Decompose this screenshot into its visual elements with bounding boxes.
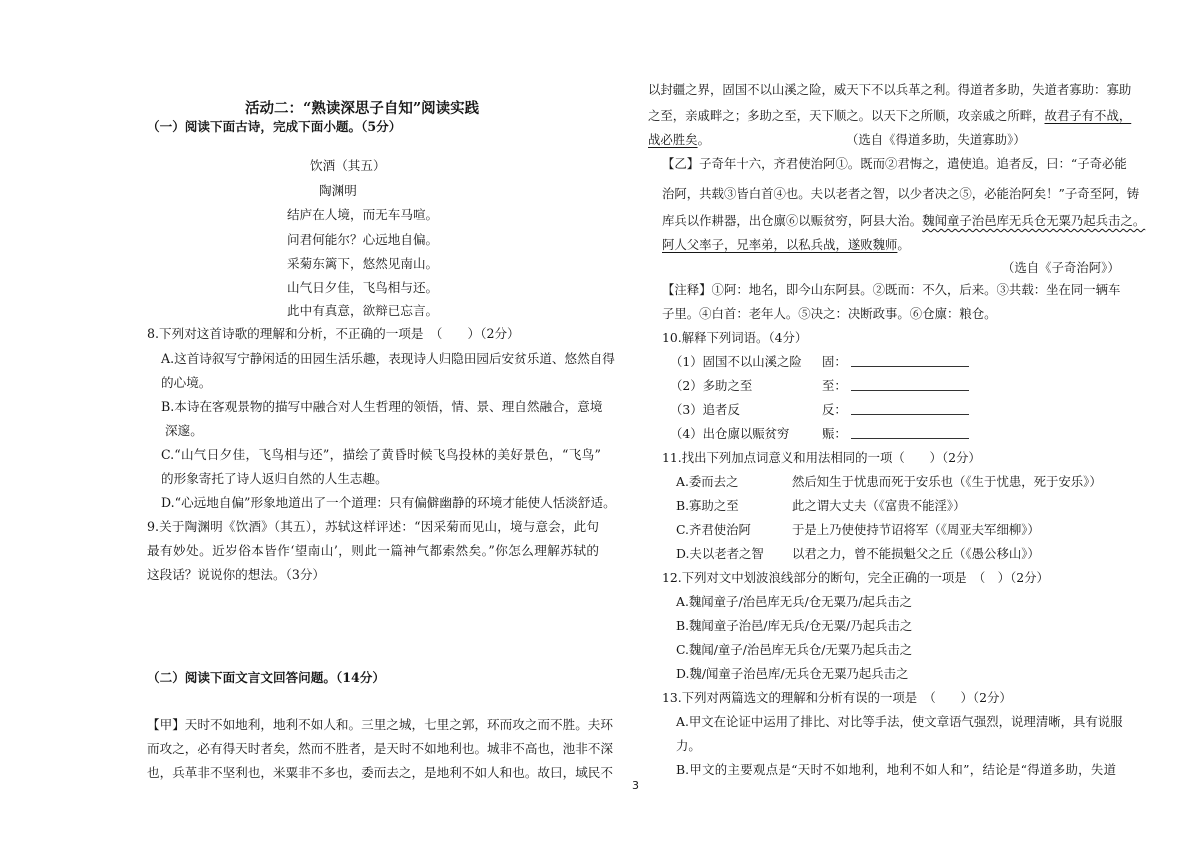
right-line-text: 固： [822, 354, 847, 369]
left-line [287, 253, 438, 272]
left-line-text: D.“心远地自偏”形象地道出了一个道理：只有偏僻幽静的环境才能使人恬淡舒适。 [161, 495, 616, 510]
left-line [147, 323, 520, 342]
right-line-text: B.寡助之至 [676, 498, 739, 513]
left-line-text: 问君何能尔？心远地自偏。 [287, 232, 439, 247]
right-line [662, 304, 997, 322]
left-line [287, 277, 438, 296]
left-line [161, 492, 616, 511]
right-line-text: 库兵以作耕器，出仓廪⑥以赈贫穷，阿县大治。 [662, 213, 923, 228]
right-line [662, 235, 910, 253]
left-line-text: 而攻之，必有得天时者矣，然而不胜者，是天时不如地利也。城非不高也，池非不深 [147, 741, 613, 756]
right-line-text: D.夫以老者之智 [676, 546, 764, 561]
right-line [676, 712, 1123, 730]
right-line [662, 211, 1146, 229]
left-line [287, 204, 438, 223]
right-line [1002, 258, 1120, 276]
right-line-text: （选自《子奇治阿》） [1002, 260, 1120, 275]
left-line [161, 396, 601, 415]
right-line-text: 12.下列对文中划波浪线部分的断句，完全正确的一项是 （ ）（2分） [662, 570, 1049, 585]
right-line-text: A.甲文在论证中运用了排比、对比等手法，使文章语气强烈，说理清晰，具有说服 [676, 714, 1123, 729]
left-line [147, 667, 385, 686]
right-line-text: 10.解释下列词语。（4分） [662, 330, 808, 345]
left-line [147, 540, 599, 559]
answer-blank[interactable] [851, 378, 969, 391]
left-line [147, 116, 401, 135]
right-line [676, 736, 701, 754]
left-line-text: 深邃。 [165, 423, 203, 438]
right-line [648, 106, 1132, 124]
right-line [648, 130, 710, 148]
right-line-text: 以封疆之界，固国不以山溪之险，威天下不以兵革之利。得道者多助，失道者寡助：寡助 [648, 82, 1132, 97]
right-line-text: 反： [822, 402, 847, 417]
left-line-text: A.这首诗叙写宁静闲适的田园生活乐趣，表现诗人归隐田园后安贫乐道、悠然自得 [161, 351, 615, 366]
right-line [676, 592, 912, 610]
right-line-text: 11.找出下列加点词意义和用法相同的一项（ ）（2分） [662, 450, 981, 465]
left-line-text: 饮酒（其五） [310, 158, 386, 173]
right-line-text: 13.下列对两篇选文的理解和分析有误的一项是 （ ）（2分） [662, 690, 1012, 705]
right-line [792, 544, 1040, 562]
right-line [676, 664, 908, 682]
left-line-text: 【甲】天时不如地利，地利不如人和。三里之城，七里之郭，环而攻之而不胜。夫环 [147, 717, 613, 732]
right-line [676, 520, 751, 538]
left-line [147, 738, 613, 757]
right-line-text: （2）多助之至 [670, 378, 753, 393]
left-line-text: 9.关于陶渊明《饮酒》（其五），苏轼这样评述：“因采菊而见山，境与意会，此句 [147, 519, 599, 534]
left-line [287, 300, 438, 319]
right-line-text: （1）固国不以山溪之险 [670, 354, 802, 369]
right-line [792, 496, 965, 514]
right-line [662, 154, 1127, 172]
right-line [676, 496, 739, 514]
right-line-text: （选自《得道多助，失道寡助》） [846, 132, 1026, 147]
left-line [319, 180, 357, 199]
right-line-text: 【乙】子奇年十六，齐君使治阿①。既而②君悔之，遣使追。追者反，曰：“子奇必能 [662, 156, 1127, 171]
answer-blank[interactable] [851, 402, 969, 415]
left-line [287, 229, 438, 248]
left-line-text: 这段话？说说你的想法。（3分） [147, 567, 326, 582]
left-line [147, 516, 599, 535]
right-line-text: A.魏闻童子/治邑库无兵/仓无粟乃/起兵击之 [676, 594, 913, 609]
left-line-text: B.本诗在客观景物的描写中融合对人生哲理的领悟，情、景、理自然融合，意境 [161, 399, 603, 414]
right-line-text: 子里。④白首：老年人。⑤决之：决断政事。⑥仓廪：粮仓。 [662, 306, 997, 321]
right-line [676, 760, 1116, 778]
right-line [662, 184, 1140, 202]
right-line [648, 80, 1132, 98]
left-line-text: 结庐在人境，而无车马喧。 [287, 207, 439, 222]
right-line-tail: 。 [897, 237, 910, 252]
left-line-text: C.“山气日夕佳，飞鸟相与还”，描绘了黄昏时候飞鸟投林的美好景色，“飞鸟” [161, 447, 601, 462]
right-line-text: B.魏闻童子治邑/库无兵/仓无粟/乃起兵击之 [676, 618, 913, 633]
left-line-text: 8.下列对这首诗歌的理解和分析，不正确的一项是 （ ）（2分） [147, 326, 520, 341]
right-line-text: 之至，亲戚畔之；多助之至，天下顺之。以天下之所顺，攻亲戚之所畔， [648, 108, 1045, 123]
right-line-text: 以君之力，曾不能损魁父之丘（《愚公移山》） [792, 546, 1040, 561]
left-line-text: 此中有真意，欲辩已忘言。 [287, 303, 439, 318]
left-line-text: 陶渊明 [319, 183, 357, 198]
right-line-text: A.委而去之 [676, 474, 739, 489]
page-title: 活动二：“熟读深思子自知”阅读实践 [245, 100, 480, 117]
right-line [662, 688, 1012, 706]
right-line [822, 424, 969, 442]
right-line-text: 然后知生于忧患而死于安乐也（《生于忧患，死于安乐》） [792, 474, 1102, 489]
right-line [822, 352, 969, 370]
left-line [161, 348, 615, 367]
right-line-text: 力。 [676, 738, 701, 753]
right-line-text: D.魏/闻童子治邑库/无兵仓无粟乃起兵击之 [676, 666, 909, 681]
right-line [662, 448, 981, 466]
right-line [670, 400, 740, 418]
underlined-text: 战必胜矣 [648, 132, 698, 147]
left-line-text: （一）阅读下面古诗，完成下面小题。（5分） [147, 119, 402, 134]
right-line [822, 376, 969, 394]
right-line [846, 130, 1026, 148]
right-line-text: C.魏闻/童子/治邑库无兵仓/无粟乃起兵击之 [676, 642, 913, 657]
right-line-text: （4）出仓廪以赈贫穷 [670, 426, 790, 441]
right-line [662, 568, 1049, 586]
right-line [676, 640, 912, 658]
right-line [662, 328, 807, 346]
right-line-text: 治阿，共载③皆白首④也。夫以老者之智，以少者决之⑤，必能治阿矣！”子奇至阿，铸 [662, 186, 1140, 201]
left-line-text: 也，兵革非不坚利也，米粟非不多也，委而去之，是地利不如人和也。故曰，域民不 [147, 765, 613, 780]
page-number: 3 [632, 779, 639, 792]
right-line-text: 至： [822, 378, 847, 393]
answer-blank[interactable] [851, 354, 969, 367]
right-line-text: 赈： [822, 426, 847, 441]
right-line-text: 于是上乃使使持节诏将军（《周亚夫军细柳》） [792, 522, 1040, 537]
wavy-underlined-text: 魏闻童子治邑库无兵仓无粟乃起兵击之。 [922, 213, 1146, 228]
right-line [676, 472, 738, 490]
left-line-text: （二）阅读下面文言文回答问题。（14分） [147, 670, 385, 685]
left-line-text: 最有妙处。近岁俗本皆作‘望南山’，则此一篇神气都索然矣。”你怎么理解苏轼的 [147, 543, 599, 558]
left-line [165, 420, 203, 439]
right-line-text: B.甲文的主要观点是“天时不如地利，地利不如人和”，结论是“得道多助，失道 [676, 762, 1116, 777]
right-line [792, 472, 1102, 490]
right-line-tail: 。 [697, 132, 710, 147]
left-line [147, 762, 613, 781]
right-line-text: （3）追者反 [670, 402, 740, 417]
left-line [147, 564, 325, 583]
right-line [822, 400, 969, 418]
right-line [676, 616, 912, 634]
left-line [147, 714, 613, 733]
left-line-text: 的心境。 [161, 375, 212, 390]
left-line [161, 444, 601, 463]
left-line [161, 468, 388, 487]
right-line [792, 520, 1040, 538]
left-line-text: 山气日夕佳，飞鸟相与还。 [287, 280, 439, 295]
right-line [670, 424, 789, 442]
underlined-text: 故君子有不战， [1044, 108, 1132, 123]
right-line [670, 352, 802, 370]
answer-blank[interactable] [851, 426, 969, 439]
left-line-text: 的形象寄托了诗人返归自然的人生志趣。 [161, 471, 388, 486]
right-line [662, 280, 1121, 298]
left-line [161, 372, 211, 391]
underlined-text: 阿人父率子，兄率弟，以私兵战，遂败魏师 [662, 237, 898, 252]
right-line [676, 544, 764, 562]
left-line [310, 155, 386, 174]
right-line-text: 【注释】①阿：地名，即今山东阿县。②既而：不久，后来。③共载：坐在同一辆车 [662, 282, 1121, 297]
right-line-text: C.齐君使治阿 [676, 522, 751, 537]
left-line-text: 采菊东篱下，悠然见南山。 [287, 256, 439, 271]
right-line-text: 此之谓大丈夫（《富贵不能淫》） [792, 498, 966, 513]
right-line [670, 376, 752, 394]
